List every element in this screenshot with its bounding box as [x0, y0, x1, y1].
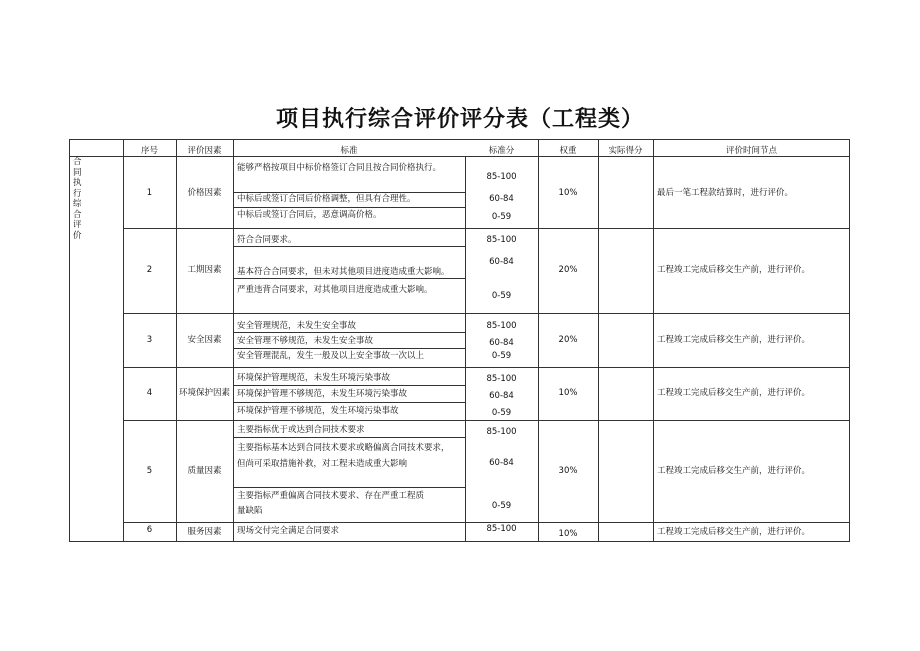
criteria-text: 安全管理不够规范，未发生安全事故	[237, 336, 374, 346]
criteria-score: 85-100	[486, 374, 517, 384]
criteria-text: 主要指标优于或达到合同技术要求	[237, 425, 365, 435]
header-weight: 权重	[559, 146, 577, 156]
row-time-node: 工程竣工完成后移交生产前，进行评价。	[657, 466, 811, 476]
criteria-divider	[233, 192, 465, 193]
criteria-text-continued: 但尚可采取措施补救，对工程未造成重大影响	[237, 459, 408, 469]
criteria-text: 环境保护管理不够规范，未发生环境污染事故	[237, 389, 408, 399]
row-time-node: 最后一笔工程款结算时，进行评价。	[657, 188, 794, 198]
row-seq: 3	[146, 335, 153, 345]
criteria-divider	[233, 332, 465, 333]
row-weight: 30%	[558, 466, 578, 476]
criteria-score: 60-84	[489, 338, 514, 348]
criteria-divider	[233, 487, 465, 488]
criteria-score: 85-100	[486, 235, 517, 245]
row-seq: 4	[146, 388, 153, 398]
criteria-divider	[233, 348, 465, 349]
criteria-score: 60-84	[489, 257, 514, 267]
criteria-score: 85-100	[486, 427, 517, 437]
row-seq: 5	[146, 466, 153, 476]
row-factor: 质量因素	[187, 466, 222, 476]
row-weight: 10%	[558, 529, 578, 539]
criteria-score: 0-59	[491, 351, 512, 361]
row-seq: 2	[146, 265, 153, 275]
criteria-text: 环境保护管理规范，未发生环境污染事故	[237, 373, 391, 383]
header-row-divider	[69, 156, 850, 157]
column-divider	[653, 139, 654, 542]
column-divider	[598, 139, 599, 542]
row-factor: 工期因素	[187, 265, 222, 275]
criteria-score: 0-59	[491, 212, 512, 222]
criteria-text: 主要指标基本达到合同技术要求或略偏离合同技术要求，	[237, 443, 450, 453]
row-factor: 价格因素	[187, 188, 222, 198]
criteria-score: 0-59	[491, 501, 512, 511]
criteria-text: 能够严格按项目中标价格签订合同且按合同价格执行。	[237, 163, 442, 173]
row-weight: 10%	[558, 388, 578, 398]
row-weight: 10%	[558, 188, 578, 198]
criteria-text: 中标后或签订合同后，恶意调高价格。	[237, 210, 382, 220]
row-time-node: 工程竣工完成后移交生产前，进行评价。	[657, 335, 811, 345]
header-score: 标准分	[488, 146, 515, 156]
header-time-node: 评价时间节点	[725, 146, 777, 156]
criteria-score: 85-100	[486, 321, 517, 331]
row-seq: 1	[146, 188, 153, 198]
header-seq: 序号	[140, 146, 158, 156]
row-weight: 20%	[558, 265, 578, 275]
criteria-score: 0-59	[491, 408, 512, 418]
header-factor: 评价因素	[187, 146, 222, 156]
criteria-divider	[233, 207, 465, 208]
criteria-text: 严重违背合同要求，对其他项目进度造成重大影响。	[237, 285, 433, 295]
criteria-text: 中标后或签订合同后价格调整，但具有合理性。	[237, 194, 416, 204]
criteria-text: 安全管理规范，未发生安全事故	[237, 321, 357, 331]
criteria-score: 60-84	[489, 458, 514, 468]
row-weight: 20%	[558, 335, 578, 345]
criteria-score: 85-100	[486, 172, 517, 182]
criteria-text-continued: 量缺陷	[237, 506, 263, 516]
header-standard: 标准	[340, 146, 358, 156]
category-label: 合同执行综合评价	[73, 157, 82, 241]
row-factor: 服务因素	[187, 527, 222, 537]
column-divider	[233, 139, 234, 542]
criteria-divider	[233, 402, 465, 403]
criteria-divider	[233, 437, 465, 438]
row-factor: 环境保护因素	[178, 388, 230, 398]
row-factor: 安全因素	[187, 335, 222, 345]
criteria-text: 安全管理混乱，发生一般及以上安全事故一次以上	[237, 351, 425, 361]
criteria-text: 主要指标严重偏离合同技术要求、存在严重工程质	[237, 491, 425, 501]
criteria-score: 60-84	[489, 194, 514, 204]
criteria-divider	[233, 385, 465, 386]
page-title: 项目执行综合评价评分表（工程类）	[275, 107, 644, 132]
criteria-score: 0-59	[491, 291, 512, 301]
row-time-node: 工程竣工完成后移交生产前，进行评价。	[657, 265, 811, 275]
criteria-divider	[233, 246, 465, 247]
row-time-node: 工程竣工完成后移交生产前，进行评价。	[657, 527, 811, 537]
criteria-text: 现场交付完全满足合同要求	[237, 526, 340, 536]
row-seq: 6	[146, 525, 153, 535]
criteria-score: 60-84	[489, 391, 514, 401]
criteria-score: 85-100	[486, 524, 517, 534]
criteria-text: 基本符合合同要求，但未对其他项目进度造成重大影响。	[237, 267, 450, 277]
criteria-text: 符合合同要求。	[237, 235, 297, 245]
criteria-divider	[233, 278, 465, 279]
row-time-node: 工程竣工完成后移交生产前，进行评价。	[657, 388, 811, 398]
criteria-text: 环境保护管理不够规范，发生环境污染事故	[237, 406, 399, 416]
header-actual-score: 实际得分	[608, 146, 643, 156]
